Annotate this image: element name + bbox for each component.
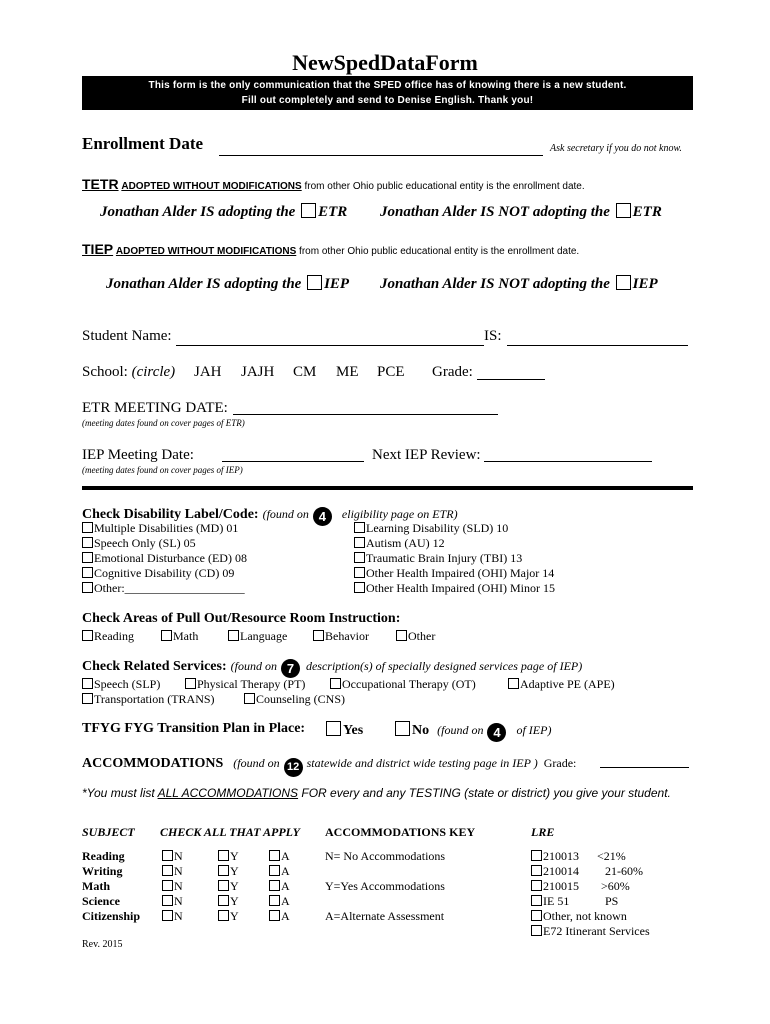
checkbox[interactable] bbox=[269, 850, 280, 861]
disability-ed[interactable] bbox=[82, 551, 247, 566]
option-y-label: Y bbox=[230, 864, 239, 878]
banner-line-1: This form is the only communication that the SPED office has of knowing there is a new student. bbox=[148, 80, 627, 91]
tiep-is-not-adopting: Jonathan Alder IS NOT adopting the bbox=[380, 276, 610, 292]
iep-meeting-field[interactable] bbox=[222, 448, 364, 462]
col-check: CHECK ALL THAT APPLY bbox=[160, 825, 300, 839]
disability-ohi-major-label: Other Health Impaired (OHI) Major 14 bbox=[366, 566, 555, 580]
pullout-math[interactable] bbox=[161, 629, 198, 644]
disability-other-label: Other:____________________ bbox=[94, 581, 245, 595]
lre-code: 210013 bbox=[543, 849, 579, 863]
option-y-label: Y bbox=[230, 894, 239, 908]
checkbox[interactable] bbox=[218, 850, 229, 861]
school-circle-hint: (circle) bbox=[131, 364, 176, 380]
related-heading: Check Related Services: bbox=[82, 659, 227, 674]
option-n[interactable] bbox=[162, 879, 183, 894]
checkbox[interactable] bbox=[82, 537, 93, 548]
checkbox[interactable] bbox=[354, 552, 365, 563]
accommodations-after: statewide and district wide testing page in IEP ) bbox=[306, 756, 538, 770]
subject-writing: Writing bbox=[82, 864, 123, 878]
tetr-line bbox=[82, 176, 585, 192]
related-pt-label: Physical Therapy (PT) bbox=[197, 677, 306, 691]
checkbox[interactable] bbox=[330, 678, 341, 689]
lre-desc: PS bbox=[605, 894, 619, 908]
tetr-not-adopting-checkbox[interactable] bbox=[616, 203, 631, 218]
pullout-reading[interactable] bbox=[82, 629, 134, 644]
option-n[interactable] bbox=[162, 909, 183, 924]
student-name-field[interactable] bbox=[176, 331, 484, 346]
disability-heading: Check Disability Label/Code: bbox=[82, 507, 259, 522]
disability-ohi-minor-label: Other Health Impaired (OHI) Minor 15 bbox=[366, 581, 555, 595]
disability-after: eligibility page on ETR) bbox=[341, 507, 458, 521]
disability-found-on: (found on bbox=[262, 507, 309, 521]
checkbox[interactable] bbox=[82, 552, 93, 563]
lre-210013[interactable] bbox=[531, 849, 650, 864]
lre-code: IE 51 bbox=[543, 894, 570, 908]
transition-no-label: No bbox=[412, 723, 430, 738]
option-y-label: Y bbox=[230, 909, 239, 923]
related-ape[interactable] bbox=[508, 677, 615, 692]
accommodations-grade-field[interactable] bbox=[600, 756, 689, 768]
checkbox[interactable] bbox=[531, 910, 542, 921]
section-divider bbox=[82, 486, 693, 490]
enrollment-date-field[interactable] bbox=[219, 141, 543, 156]
checkbox[interactable] bbox=[162, 910, 173, 921]
school-option-pce[interactable]: PCE bbox=[377, 364, 405, 380]
checkbox[interactable] bbox=[82, 630, 93, 641]
tiep-is-adopting: Jonathan Alder IS adopting the bbox=[106, 276, 302, 292]
checkbox[interactable] bbox=[531, 880, 542, 891]
checkbox[interactable] bbox=[354, 537, 365, 548]
transition-after: of IEP) bbox=[516, 723, 552, 737]
pullout-language[interactable] bbox=[228, 629, 287, 644]
checkbox[interactable] bbox=[354, 582, 365, 593]
etr-meeting-field[interactable] bbox=[233, 401, 498, 415]
checkbox[interactable] bbox=[218, 880, 229, 891]
transition-no[interactable] bbox=[395, 721, 551, 742]
option-a-label: A bbox=[281, 849, 290, 863]
checkbox[interactable] bbox=[82, 693, 93, 704]
pullout-behavior[interactable] bbox=[313, 629, 369, 644]
accommodations-page-badge: 12 bbox=[284, 758, 303, 777]
col-key: ACCOMMODATIONS KEY bbox=[325, 825, 476, 839]
disability-cd-label: Cognitive Disability (CD) 09 bbox=[94, 566, 235, 580]
checkbox[interactable] bbox=[269, 895, 280, 906]
checkbox[interactable] bbox=[228, 630, 239, 641]
option-y-label: Y bbox=[230, 879, 239, 893]
banner-line-2: Fill out completely and send to Denise English. Thank you! bbox=[241, 95, 534, 106]
checkbox[interactable] bbox=[218, 895, 229, 906]
must-list-post: FOR every and any TESTING (state or district) you give your student. bbox=[298, 786, 671, 800]
pullout-math-label: Math bbox=[173, 629, 199, 643]
grade-field[interactable] bbox=[477, 366, 545, 380]
disability-other[interactable] bbox=[82, 581, 247, 596]
checkbox[interactable] bbox=[531, 850, 542, 861]
tetr-is-not-adopting: Jonathan Alder IS NOT adopting the bbox=[380, 204, 610, 220]
option-a-label: A bbox=[281, 894, 290, 908]
option-n[interactable] bbox=[162, 849, 183, 864]
next-iep-label: Next IEP Review: bbox=[372, 447, 481, 463]
option-y-column bbox=[218, 849, 239, 924]
option-y[interactable] bbox=[218, 879, 239, 894]
checkbox[interactable] bbox=[269, 865, 280, 876]
checkbox[interactable] bbox=[269, 880, 280, 891]
disability-md-label: Multiple Disabilities (MD) 01 bbox=[94, 521, 239, 535]
pullout-other-label: Other bbox=[408, 629, 436, 643]
pullout-language-label: Language bbox=[240, 629, 288, 643]
student-name-label: Student Name: bbox=[82, 328, 172, 344]
checkbox[interactable] bbox=[326, 721, 341, 736]
option-n-label: N bbox=[174, 894, 183, 908]
checkbox[interactable] bbox=[269, 910, 280, 921]
tiep-rest: from other Ohio public educational entity is the enrollment date. bbox=[296, 246, 580, 257]
school-label: School: bbox=[82, 364, 128, 380]
checkbox[interactable] bbox=[531, 895, 542, 906]
option-a[interactable] bbox=[269, 879, 290, 894]
tiep-adopting-checkbox[interactable] bbox=[307, 275, 322, 290]
tiep-not-adopting-row bbox=[380, 275, 658, 293]
must-list-underlined: ALL ACCOMMODATIONS bbox=[157, 786, 299, 800]
tetr-rest: from other Ohio public educational entity is the enrollment date. bbox=[301, 181, 585, 192]
col-lre: LRE bbox=[531, 825, 555, 839]
col-subject: SUBJECT bbox=[82, 825, 135, 839]
checkbox[interactable] bbox=[161, 630, 172, 641]
option-a[interactable] bbox=[269, 849, 290, 864]
accommodations-found-on: (found on bbox=[233, 756, 280, 770]
disability-tbi-label: Traumatic Brain Injury (TBI) 13 bbox=[366, 551, 523, 565]
disability-tbi[interactable] bbox=[354, 551, 555, 566]
tetr-adopting-checkbox[interactable] bbox=[301, 203, 316, 218]
tiep-doc-2: IEP bbox=[632, 276, 658, 292]
school-label-row bbox=[82, 364, 175, 381]
accommodations-instruction bbox=[82, 786, 671, 800]
checkbox[interactable] bbox=[396, 630, 407, 641]
checkbox[interactable] bbox=[162, 865, 173, 876]
enrollment-label: Enrollment Date bbox=[82, 134, 204, 153]
tiep-adopting-row bbox=[106, 275, 349, 293]
subject-science: Science bbox=[82, 894, 120, 908]
disability-sld-label: Learning Disability (SLD) 10 bbox=[366, 521, 509, 535]
pullout-heading: Check Areas of Pull Out/Resource Room Instruction: bbox=[82, 611, 401, 626]
option-y[interactable] bbox=[218, 909, 239, 924]
related-after: description(s) of specially designed services page of IEP) bbox=[305, 659, 583, 673]
lre-desc: <21% bbox=[597, 849, 626, 863]
option-a[interactable] bbox=[269, 909, 290, 924]
checkbox[interactable] bbox=[162, 895, 173, 906]
checkbox[interactable] bbox=[395, 721, 410, 736]
disability-au-label: Autism (AU) 12 bbox=[366, 536, 445, 550]
disability-page-badge: 4 bbox=[313, 507, 332, 526]
tiep-code: TIEP bbox=[82, 241, 114, 257]
related-trans-label: Transportation (TRANS) bbox=[94, 692, 215, 706]
tetr-not-adopting-row bbox=[380, 203, 662, 221]
related-ape-label: Adaptive PE (APE) bbox=[520, 677, 615, 691]
iep-meeting-note: (meeting dates found on cover pages of IEP) bbox=[82, 465, 243, 475]
accommodations-heading: ACCOMMODATIONS bbox=[82, 756, 224, 771]
disability-sl-label: Speech Only (SL) 05 bbox=[94, 536, 196, 550]
related-found-on: (found on bbox=[230, 659, 277, 673]
checkbox[interactable] bbox=[218, 910, 229, 921]
tiep-not-adopting-checkbox[interactable] bbox=[616, 275, 631, 290]
tiep-adopted: ADOPTED WITHOUT MODIFICATIONS bbox=[115, 246, 297, 257]
option-n-label: N bbox=[174, 909, 183, 923]
option-n[interactable] bbox=[162, 894, 183, 909]
option-a[interactable] bbox=[269, 894, 290, 909]
disability-sl[interactable] bbox=[82, 536, 247, 551]
transition-label: TFYG FYG Transition Plan in Place: bbox=[82, 721, 306, 736]
etr-meeting-label: ETR MEETING DATE: bbox=[82, 400, 228, 416]
iep-meeting-label: IEP Meeting Date: bbox=[82, 447, 194, 463]
checkbox[interactable] bbox=[244, 693, 255, 704]
checkbox[interactable] bbox=[508, 678, 519, 689]
checkbox[interactable] bbox=[162, 850, 173, 861]
tetr-adopting-row bbox=[100, 203, 347, 221]
lre-desc: >60% bbox=[601, 879, 630, 893]
checkbox[interactable] bbox=[531, 925, 542, 936]
tiep-doc-1: IEP bbox=[324, 276, 350, 292]
subject-reading: Reading bbox=[82, 849, 125, 863]
tiep-line bbox=[82, 241, 579, 257]
disability-au[interactable] bbox=[354, 536, 555, 551]
student-is-field[interactable] bbox=[507, 331, 688, 346]
school-option-jajh[interactable]: JAJH bbox=[241, 364, 275, 380]
tetr-doc-2: ETR bbox=[632, 204, 662, 220]
school-option-jah[interactable]: JAH bbox=[194, 364, 222, 380]
option-a[interactable] bbox=[269, 864, 290, 879]
subject-citizenship: Citizenship bbox=[82, 909, 141, 923]
checkbox[interactable] bbox=[218, 865, 229, 876]
checkbox[interactable] bbox=[82, 582, 93, 593]
lre-210015[interactable] bbox=[531, 879, 650, 894]
checkbox[interactable] bbox=[82, 678, 93, 689]
disability-md[interactable] bbox=[82, 521, 247, 536]
subject-list bbox=[82, 849, 140, 924]
checkbox[interactable] bbox=[82, 567, 93, 578]
checkbox[interactable] bbox=[185, 678, 196, 689]
option-y-label: Y bbox=[230, 849, 239, 863]
disability-ed-label: Emotional Disturbance (ED) 08 bbox=[94, 551, 247, 565]
related-trans[interactable] bbox=[82, 692, 215, 707]
related-page-badge: 7 bbox=[281, 659, 300, 678]
next-iep-field[interactable] bbox=[484, 448, 652, 462]
lre-code: 210014 bbox=[543, 864, 579, 878]
pullout-other[interactable] bbox=[396, 629, 435, 644]
option-y[interactable] bbox=[218, 894, 239, 909]
instruction-banner bbox=[82, 76, 693, 110]
checkbox[interactable] bbox=[82, 522, 93, 533]
option-a-label: A bbox=[281, 879, 290, 893]
student-is-label: IS: bbox=[484, 328, 502, 344]
enrollment-hint: Ask secretary if you do not know. bbox=[550, 143, 682, 154]
option-n-column bbox=[162, 849, 183, 924]
transition-found-on: (found on bbox=[437, 723, 484, 737]
key-yes: Y=Yes Accommodations bbox=[325, 879, 445, 893]
checkbox[interactable] bbox=[531, 865, 542, 876]
lre-210014[interactable] bbox=[531, 864, 650, 879]
option-n-label: N bbox=[174, 879, 183, 893]
related-cns-label: Counseling (CNS) bbox=[256, 692, 346, 706]
option-y[interactable] bbox=[218, 864, 239, 879]
option-n[interactable] bbox=[162, 864, 183, 879]
lre-code: Other, not known bbox=[543, 909, 627, 923]
transition-yes-label: Yes bbox=[343, 723, 364, 738]
option-a-column bbox=[269, 849, 290, 924]
disability-sld[interactable] bbox=[354, 521, 555, 536]
tetr-doc-1: ETR bbox=[318, 204, 348, 220]
disability-cd[interactable] bbox=[82, 566, 247, 581]
lre-desc: 21-60% bbox=[605, 864, 643, 878]
checkbox[interactable] bbox=[313, 630, 324, 641]
tetr-code: TETR bbox=[82, 176, 119, 192]
option-y[interactable] bbox=[218, 849, 239, 864]
related-ot[interactable] bbox=[330, 677, 476, 692]
related-ot-label: Occupational Therapy (OT) bbox=[342, 677, 476, 691]
option-n-label: N bbox=[174, 864, 183, 878]
school-option-cm[interactable]: CM bbox=[293, 364, 317, 380]
key-no: N= No Accommodations bbox=[325, 849, 446, 863]
disability-ohi-minor[interactable] bbox=[354, 581, 555, 596]
etr-meeting-note: (meeting dates found on cover pages of ETR) bbox=[82, 418, 245, 428]
revision-label: Rev. 2015 bbox=[82, 939, 123, 950]
disability-right-list bbox=[354, 521, 555, 596]
enrollment-row bbox=[82, 134, 203, 154]
option-a-label: A bbox=[281, 909, 290, 923]
related-slp-label: Speech (SLP) bbox=[94, 677, 161, 691]
accommodations-heading-row bbox=[82, 754, 576, 777]
lre-code: E72 Itinerant Services bbox=[543, 924, 650, 938]
transition-yes[interactable] bbox=[326, 721, 363, 739]
related-cns[interactable] bbox=[244, 692, 345, 707]
tetr-adopted: ADOPTED WITHOUT MODIFICATIONS bbox=[121, 181, 302, 192]
subject-math: Math bbox=[82, 879, 110, 893]
lre-e72[interactable] bbox=[531, 924, 650, 939]
related-pt[interactable] bbox=[185, 677, 305, 692]
option-n-label: N bbox=[174, 849, 183, 863]
checkbox[interactable] bbox=[162, 880, 173, 891]
related-heading-row bbox=[82, 657, 582, 678]
accommodations-grade-label: Grade: bbox=[543, 756, 577, 770]
must-list-pre: *You must list bbox=[82, 786, 158, 800]
lre-ie51[interactable] bbox=[531, 894, 650, 909]
transition-page-badge: 4 bbox=[487, 723, 506, 742]
checkbox[interactable] bbox=[354, 522, 365, 533]
lre-code: 210015 bbox=[543, 879, 579, 893]
lre-list bbox=[531, 849, 650, 939]
school-option-me[interactable]: ME bbox=[336, 364, 359, 380]
disability-left-list bbox=[82, 521, 247, 596]
lre-other[interactable] bbox=[531, 909, 650, 924]
option-a-label: A bbox=[281, 864, 290, 878]
checkbox[interactable] bbox=[354, 567, 365, 578]
form-title: NewSpedDataForm bbox=[292, 50, 478, 75]
pullout-behavior-label: Behavior bbox=[325, 629, 369, 643]
disability-ohi-major[interactable] bbox=[354, 566, 555, 581]
tetr-is-adopting: Jonathan Alder IS adopting the bbox=[100, 204, 296, 220]
key-alternate: A=Alternate Assessment bbox=[325, 909, 445, 923]
grade-label: Grade: bbox=[432, 364, 473, 380]
related-slp[interactable] bbox=[82, 677, 160, 692]
pullout-reading-label: Reading bbox=[94, 629, 134, 643]
